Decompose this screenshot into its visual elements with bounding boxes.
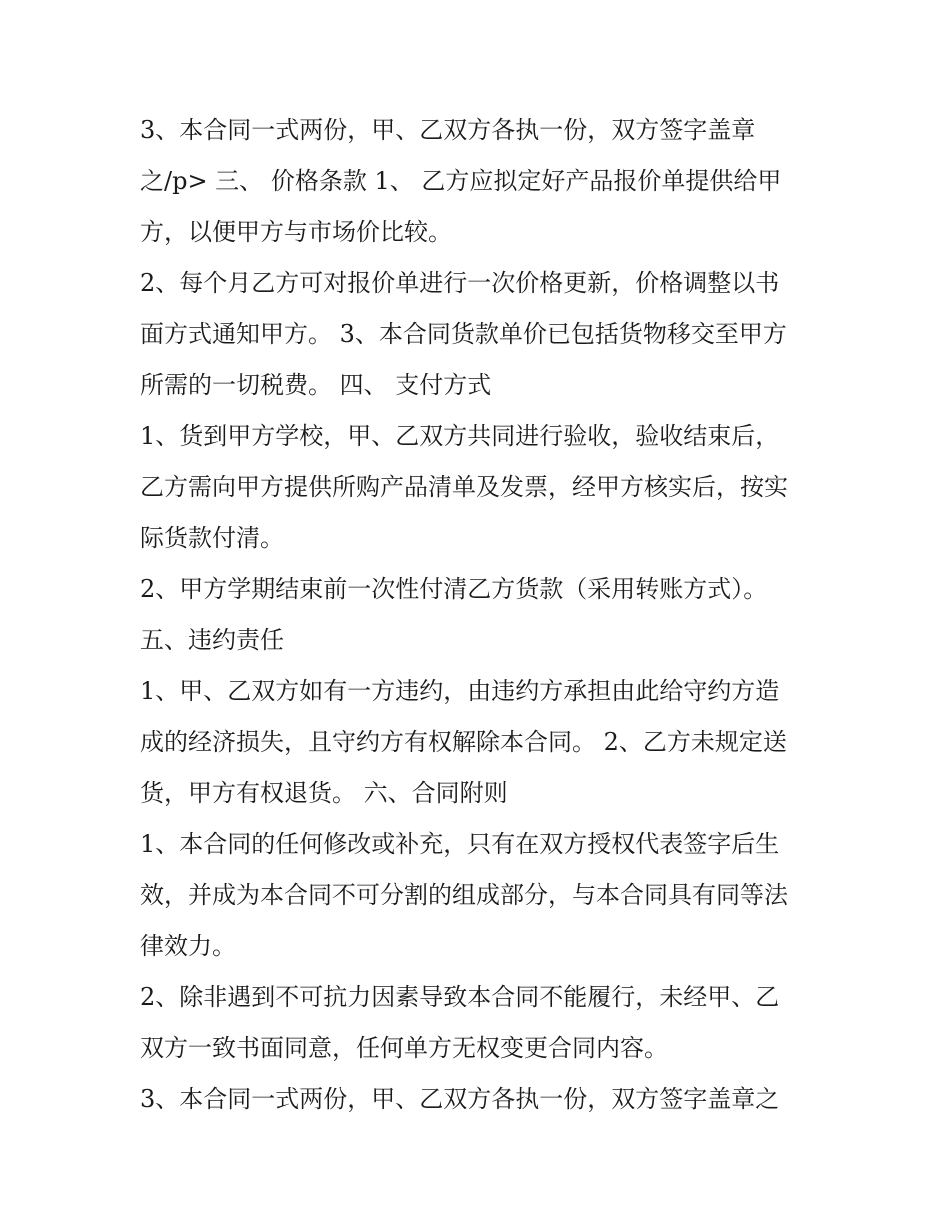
text-line: 双方一致书面同意，任何单方无权变更合同内容。: [140, 1034, 668, 1062]
text-line: 3、本合同一式两份，甲、乙双方各执一份，双方签字盖章: [140, 116, 756, 144]
text-line: 际货款付清。: [140, 524, 284, 552]
text-line: 2、甲方学期结束前一次性付清乙方货款（采用转账方式）。: [140, 575, 768, 603]
section-heading: 五、违约责任: [140, 626, 284, 654]
text-line: 1、本合同的任何修改或补充，只有在双方授权代表签字后生: [140, 830, 780, 858]
text-line: 1、甲、乙双方如有一方违约，由违约方承担由此给守约方造: [140, 677, 780, 705]
text-line: 2、每个月乙方可对报价单进行一次价格更新，价格调整以书: [140, 269, 780, 297]
text-line: 成的经济损失，且守约方有权解除本合同。 2、乙方未规定送: [140, 728, 787, 756]
text-line: 之/p> 三、 价格条款 1、 乙方应拟定好产品报价单提供给甲: [140, 167, 782, 195]
text-line: 律效力。: [140, 932, 236, 960]
text-line: 乙方需向甲方提供所购产品清单及发票，经甲方核实后，按实: [140, 473, 788, 501]
contract-text: [140, 105, 820, 1125]
text-line: 货，甲方有权退货。 六、合同附则: [140, 779, 508, 807]
text-line: 效，并成为本合同不可分割的组成部分，与本合同具有同等法: [140, 881, 788, 909]
text-line: 1、货到甲方学校，甲、乙双方共同进行验收，验收结束后，: [140, 422, 780, 450]
text-line: 方，以便甲方与市场价比较。: [140, 218, 452, 246]
text-line: 3、本合同一式两份，甲、乙双方各执一份，双方签字盖章之: [140, 1085, 780, 1113]
text-line: 2、除非遇到不可抗力因素导致本合同不能履行，未经甲、乙: [140, 983, 780, 1011]
text-line: 面方式通知甲方。 3、本合同货款单价已包括货物移交至甲方: [140, 320, 787, 348]
text-line: 所需的一切税费。 四、 支付方式: [140, 371, 492, 399]
